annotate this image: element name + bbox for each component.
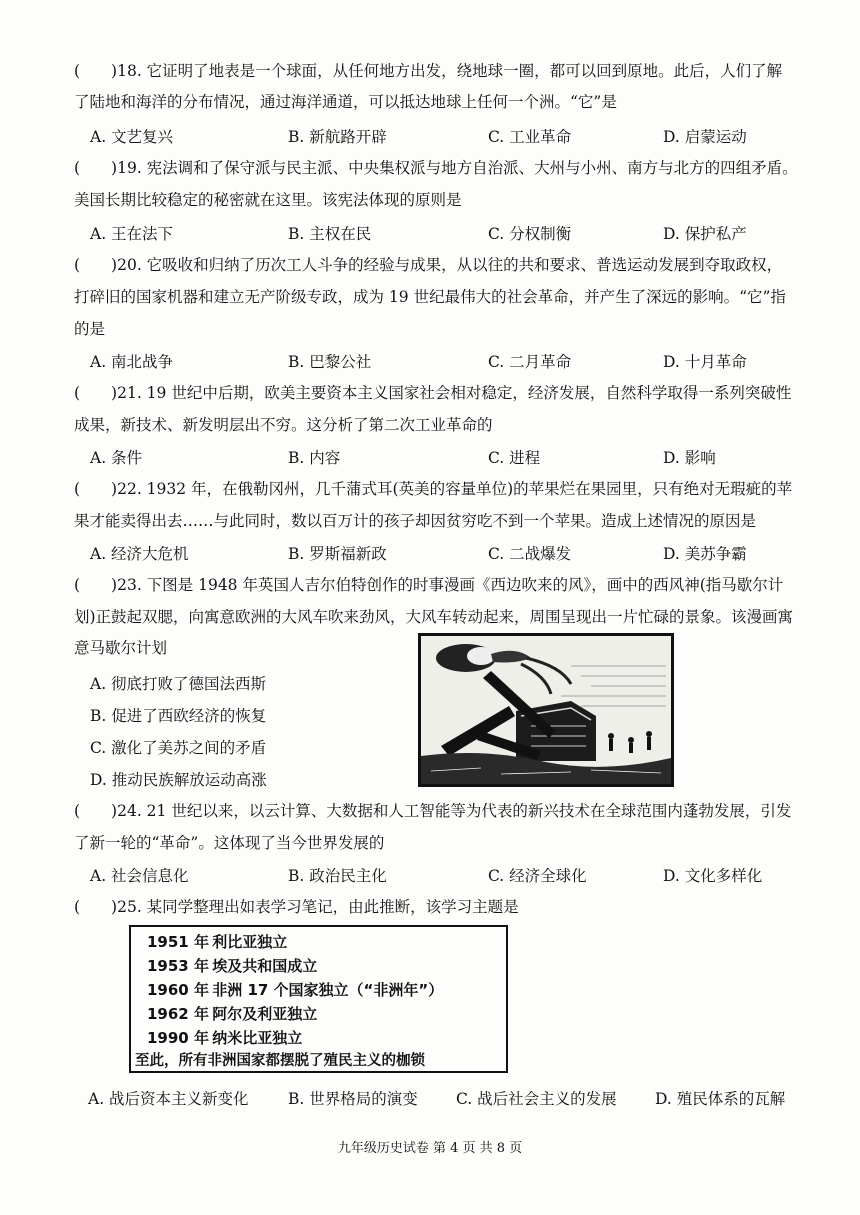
note-row bbox=[147, 1027, 302, 1048]
note-event: 利比亚独立 bbox=[212, 933, 288, 951]
q19-stem-line-2: 美国长期比较稳定的秘密就在这里。该宪法体现的原则是 bbox=[74, 191, 462, 209]
q21-options bbox=[90, 446, 790, 468]
q20-stem-line-1: ( )20. 它吸收和归纳了历次工人斗争的经验与成果，从以往的共和要求、普选运动发展到夺取政权， bbox=[74, 256, 783, 274]
q18-option-d: D. 启蒙运动 bbox=[663, 128, 747, 146]
q20-option-b: B. 巴黎公社 bbox=[288, 353, 372, 371]
q24-option-d: D. 文化多样化 bbox=[663, 867, 763, 885]
q20-option-a: A. 南北战争 bbox=[90, 353, 174, 371]
cartoon-image bbox=[418, 633, 674, 787]
q23-stem-line-3: 意马歇尔计划 bbox=[74, 639, 168, 657]
q24-option-c: C. 经济全球化 bbox=[488, 867, 587, 885]
q21-stem-line-2: 成果，新技术、新发明层出不穷。这分析了第二次工业革命的 bbox=[74, 416, 493, 434]
note-summary: 至此，所有非洲国家都摆脱了殖民主义的枷锁 bbox=[135, 1053, 425, 1069]
q25-options bbox=[88, 1087, 788, 1109]
q22-option-a: A. 经济大危机 bbox=[90, 545, 189, 563]
q24-options bbox=[90, 864, 790, 886]
q25-option-a: A. 战后资本主义新变化 bbox=[88, 1090, 249, 1108]
q19-option-c: C. 分权制衡 bbox=[488, 225, 572, 243]
q19-option-a: A. 王在法下 bbox=[90, 225, 174, 243]
note-row bbox=[147, 931, 287, 952]
q20-stem-line-3: 的是 bbox=[74, 320, 106, 338]
page-footer: 九年级历史试卷 第 4 页 共 8 页 bbox=[337, 1141, 523, 1156]
q23-option-a: A. 彻底打败了德国法西斯 bbox=[90, 675, 267, 693]
q20-stem-line-2: 打碎旧的国家机器和建立无产阶级专政，成为 19 世纪最伟大的社会革命，并产生了深远的影响。“它”指 bbox=[74, 288, 786, 306]
note-event: 纳米比亚独立 bbox=[212, 1029, 303, 1047]
q22-option-c: C. 二战爆发 bbox=[488, 545, 572, 563]
note-event: 阿尔及利亚独立 bbox=[212, 1005, 318, 1023]
q21-option-c: C. 进程 bbox=[488, 449, 541, 467]
q20-option-c: C. 二月革命 bbox=[488, 353, 572, 371]
q18-options bbox=[90, 125, 790, 147]
q23-option-c: C. 激化了美苏之间的矛盾 bbox=[90, 739, 267, 757]
q25-option-d: D. 殖民体系的瓦解 bbox=[655, 1090, 786, 1108]
note-row bbox=[147, 955, 317, 976]
note-row bbox=[147, 1003, 317, 1024]
q24-option-a: A. 社会信息化 bbox=[90, 867, 189, 885]
q21-stem-line-1: ( )21. 19 世纪中后期，欧美主要资本主义国家社会相对稳定，经济发展，自然科学取得一系列突破性 bbox=[74, 384, 792, 402]
q18-stem-line-2: 了陆地和海洋的分布情况，通过海洋通道，可以抵达地球上任何一个洲。“它”是 bbox=[74, 93, 617, 111]
q23-stem-line-1: ( )23. 下图是 1948 年英国人吉尔伯特创作的时事漫画《西边吹来的风》，画中的西风神(指马歇尔计 bbox=[74, 576, 784, 594]
q24-stem-line-1: ( )24. 21 世纪以来，以云计算、大数据和人工智能等为代表的新兴技术在全球范围内蓬勃发展，引发 bbox=[74, 802, 792, 820]
q23-stem-line-2: 划)正鼓起双腮，向寓意欧洲的大风车吹来劲风，大风车转动起来，周围呈现出一片忙碌的景象。该漫画寓 bbox=[74, 608, 794, 626]
q22-stem-line-1: ( )22. 1932 年，在俄勒冈州，几千蒲式耳(英美的容量单位)的苹果烂在果园里，只有绝对无瑕疵的苹 bbox=[74, 480, 793, 498]
q22-options bbox=[90, 542, 790, 564]
q25-option-c: C. 战后社会主义的发展 bbox=[456, 1090, 617, 1108]
note-year: 1951 年 bbox=[147, 933, 209, 951]
note-year: 1990 年 bbox=[147, 1029, 209, 1047]
q18-stem-line-1: ( )18. 它证明了地表是一个球面，从任何地方出发，绕地球一圈，都可以回到原地。此后，人们了解 bbox=[74, 62, 783, 80]
q22-stem-line-2: 果才能卖得出去……与此同时，数以百万计的孩子却因贫穷吃不到一个苹果。造成上述情况的原因是 bbox=[74, 512, 757, 530]
note-event: 非洲 17 个国家独立（“非洲年”） bbox=[212, 981, 444, 999]
q20-option-d: D. 十月革命 bbox=[663, 353, 747, 371]
q23-option-b: B. 促进了西欧经济的恢复 bbox=[90, 707, 267, 725]
q24-option-b: B. 政治民主化 bbox=[288, 867, 387, 885]
q21-option-a: A. 条件 bbox=[90, 449, 143, 467]
note-year: 1960 年 bbox=[147, 981, 209, 999]
note-year: 1953 年 bbox=[147, 957, 209, 975]
windmill-cartoon-illustration bbox=[421, 636, 671, 784]
q18-option-b: B. 新航路开辟 bbox=[288, 128, 387, 146]
q24-stem-line-2: 了新一轮的“革命”。这体现了当今世界发展的 bbox=[74, 834, 385, 852]
q25-option-b: B. 世界格局的演变 bbox=[288, 1090, 418, 1108]
q18-option-c: C. 工业革命 bbox=[488, 128, 572, 146]
study-notes-table bbox=[129, 925, 508, 1073]
note-year: 1962 年 bbox=[147, 1005, 209, 1023]
q19-option-b: B. 主权在民 bbox=[288, 225, 372, 243]
q19-stem-line-1: ( )19. 宪法调和了保守派与民主派、中央集权派与地方自治派、大州与小州、南方与北方的四组矛盾。 bbox=[74, 159, 798, 177]
q19-options bbox=[90, 222, 790, 244]
q22-option-b: B. 罗斯福新政 bbox=[288, 545, 387, 563]
q20-options bbox=[90, 350, 790, 372]
note-row bbox=[147, 979, 443, 1000]
q25-stem-line-1: ( )25. 某同学整理出如表学习笔记，由此推断，该学习主题是 bbox=[74, 898, 519, 916]
q19-option-d: D. 保护私产 bbox=[663, 225, 747, 243]
q18-option-a: A. 文艺复兴 bbox=[90, 128, 174, 146]
q21-option-d: D. 影响 bbox=[663, 449, 716, 467]
q22-option-d: D. 美苏争霸 bbox=[663, 545, 747, 563]
note-event: 埃及共和国成立 bbox=[212, 957, 318, 975]
q21-option-b: B. 内容 bbox=[288, 449, 341, 467]
q23-option-d: D. 推动民族解放运动高涨 bbox=[90, 771, 267, 789]
